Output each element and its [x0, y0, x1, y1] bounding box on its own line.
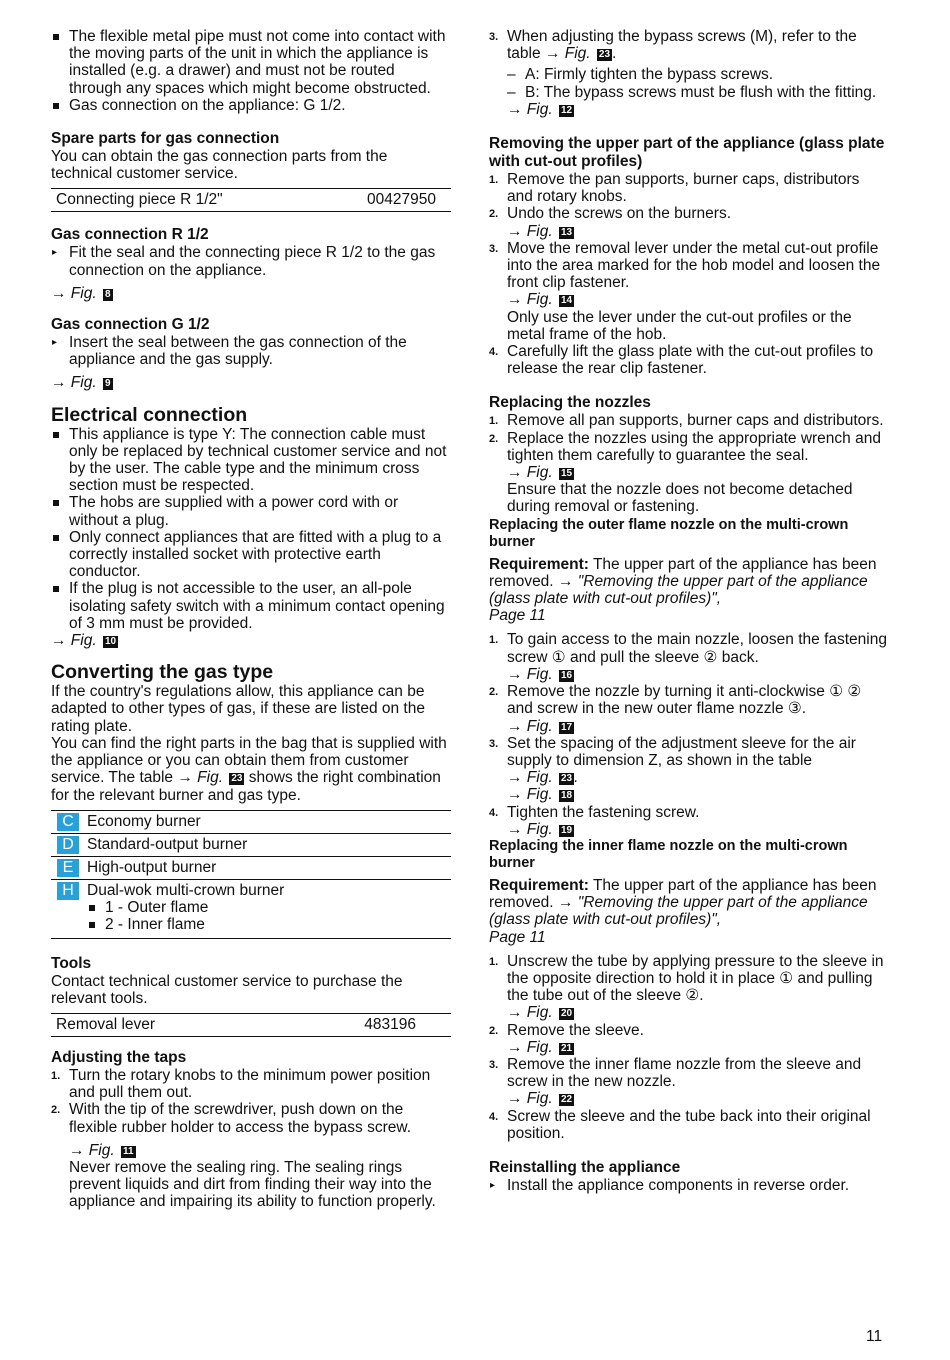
reinstall-steps [489, 1177, 889, 1194]
list-item: 2 - Inner flame [87, 916, 284, 933]
nozzle-steps [489, 412, 889, 515]
taps-heading: Adjusting the taps [51, 1049, 187, 1067]
nozzles-heading: Replacing the nozzles [489, 394, 651, 412]
remove-heading: Removing the upper part of the appliance (glass plate with cut-out profiles) [489, 135, 885, 171]
burner-cell [87, 882, 284, 934]
burner-row [51, 834, 451, 857]
spare-parts-text: You can obtain the gas connection parts from the technical customer service. [51, 148, 388, 183]
burner-name: High-output burner [87, 858, 217, 876]
outer-steps [489, 631, 889, 837]
fig-ref: → Fig. 22 [507, 1090, 573, 1108]
fig-ref: → Fig. 21 [507, 1038, 573, 1056]
burner-row [51, 857, 451, 880]
fig-ref: → Fig. 16 [507, 665, 573, 683]
fig-ref: → Fig. 20 [507, 1004, 573, 1022]
step-item: 1. Turn the rotary knobs to the minimum power position and pull them out. [51, 1067, 431, 1102]
step-item: ▸ Fit the seal and the connecting piece R 1/2 to the gas connection on the appliance. [51, 244, 451, 278]
bypass-options [507, 66, 889, 100]
requirement-text: Requirement: The upper part of the appliance has been removed. → "Removing the upper part of the appliance (glass plate with cut-out profiles)", Page 11 [489, 876, 877, 946]
converting-heading: Converting the gas type [51, 661, 274, 684]
list-item: This appliance is type Y: The connection cable must only be replaced by technical customer service and not by the user. The cable type and the minimum cross section must be respected. [51, 426, 451, 495]
list-item: Only connect appliances that are fitted with a plug to a correctly installed socket with protective earth conductor. [51, 529, 451, 581]
tools-row [51, 1013, 451, 1037]
fig-number: 20 [560, 1008, 573, 1020]
fig-number: 16 [560, 669, 573, 681]
step-item: 3. Move the removal lever under the metal cut-out profile into the area marked for the hob model and loosen the front clip fastener. → Fig. 14 Only use the lever under the cut-out profiles or the metal frame of the hob. [489, 240, 889, 343]
fig-number: 21 [560, 1042, 573, 1054]
fig-number: 17 [560, 721, 573, 733]
fig-ref: → Fig. 12 [507, 100, 573, 118]
step-item: ▸ Install the appliance components in reverse order. [489, 1177, 889, 1194]
tools-heading: Tools [51, 954, 92, 972]
fig-ref: → Fig. 13 [507, 222, 573, 240]
burner-name: Dual-wok multi-crown burner [87, 881, 285, 899]
fig-number: 23 [231, 773, 243, 785]
fig-ref: → Fig. 14 [507, 291, 573, 309]
list-item: – A: Firmly tighten the bypass screws. [507, 66, 889, 83]
part-name: Connecting piece R 1/2" [56, 191, 223, 209]
tool-code: 483196 [364, 1016, 416, 1034]
r12-steps [51, 244, 451, 278]
step-item: 2. Replace the nozzles using the appropriate wrench and tighten them carefully to guarantee the seal. → Fig. 15 Ensure that the nozzle does not become detached during removal or fastening. [489, 430, 889, 516]
list-item: – B: The bypass screws must be flush with the fitting. [507, 84, 889, 101]
step-item: 2. Remove the nozzle by turning it anti-clockwise ① ② and screw in the new outer flame nozzle ③. → Fig. 17 [489, 683, 889, 735]
bypass-steps [489, 28, 889, 118]
burner-letter: H [57, 882, 79, 900]
fig-ref: → Fig. 15 [507, 464, 573, 482]
taps-steps [51, 1067, 451, 1211]
outer-flame-heading: Replacing the outer flame nozzle on the multi-crown burner [489, 516, 849, 550]
fig-ref: → Fig. 23 . [507, 769, 579, 787]
burner-sub-list [87, 899, 284, 933]
fig-number: 22 [560, 1094, 573, 1106]
converting-p2: You can find the right parts in the bag that is supplied with the appliance or you can obtain them from customer service. The table → Fig. 23 shows the right combination for the relevant burner and gas type. [51, 734, 447, 804]
inner-steps [489, 953, 889, 1142]
burner-table [51, 810, 451, 939]
part-code: 00427950 [367, 191, 436, 209]
fig-number: 12 [560, 104, 573, 116]
step-item: 2. Remove the sleeve. → Fig. 21 [489, 1022, 889, 1056]
fig-number: 15 [560, 468, 573, 480]
step-item: 3. When adjusting the bypass screws (M), refer to the table → Fig. 23 . – A: Firmly tighten the bypass screws. – B: The bypass screws must be flush with the fitting. → Fig. 12 [489, 28, 889, 118]
list-item: 1 - Outer flame [87, 899, 284, 916]
electrical-list [51, 426, 451, 632]
fig-ref: → Fig. 8 [51, 284, 111, 302]
burner-name: Economy burner [87, 812, 201, 830]
electrical-heading: Electrical connection [51, 403, 248, 426]
fig-ref: → Fig. 9 [51, 374, 111, 392]
inner-flame-heading: Replacing the inner flame nozzle on the multi-crown burner [489, 837, 848, 871]
fig-ref: → Fig. 17 [507, 717, 573, 735]
fig-number: 11 [122, 1145, 134, 1157]
g12-steps [51, 334, 451, 368]
fig-number: 8 [104, 288, 111, 300]
fig-ref: → Fig. 18 [507, 786, 573, 804]
burner-letter: E [57, 859, 79, 877]
right-column [489, 28, 889, 1194]
spare-parts-row [51, 188, 451, 212]
burner-name: Standard-output burner [87, 835, 248, 853]
burner-letter: C [57, 813, 79, 831]
step-item: 2. Undo the screws on the burners. → Fig. 13 [489, 205, 889, 239]
step-item: 1. Unscrew the tube by applying pressure to the sleeve in the opposite direction to hold it in place ① and pulling the tube out of the sleeve ②. → Fig. 20 [489, 953, 889, 1022]
fig-number: 23 [560, 773, 573, 785]
step-note: Only use the lever under the cut-out profiles or the metal frame of the hob. [507, 308, 852, 343]
fig-number: 14 [560, 295, 573, 307]
spare-parts-heading: Spare parts for gas connection [51, 130, 280, 148]
fig-number: 19 [560, 824, 573, 836]
step-item: 1. Remove the pan supports, burner caps, distributors and rotary knobs. [489, 171, 860, 206]
taps-note: Never remove the sealing ring. The sealing rings prevent liquids and dirt from finding their way into the appliance and impairing its ability to function properly. [69, 1159, 436, 1211]
fig-ref: → Fig. 19 [507, 820, 573, 838]
step-item: ▸ Insert the seal between the gas connection of the appliance and the gas supply. [51, 334, 451, 368]
fig-ref: → Fig. 11 [69, 1141, 134, 1159]
burner-row [51, 811, 451, 834]
requirement-text: Requirement: The upper part of the appliance has been removed. → "Removing the upper part of the appliance (glass plate with cut-out profiles)", Page 11 [489, 555, 877, 625]
list-item: Gas connection on the appliance: G 1/2. [51, 97, 451, 114]
step-item: 3. Remove the inner flame nozzle from the sleeve and screw in the new nozzle. → Fig. 22 [489, 1056, 889, 1108]
remove-steps [489, 171, 889, 377]
r12-heading: Gas connection R 1/2 [51, 226, 209, 244]
converting-p1: If the country's regulations allow, this appliance can be adapted to other types of gas, if these are listed on the rating plate. [51, 683, 425, 735]
list-item: If the plug is not accessible to the user, an all-pole isolating safety switch with a minimum contact opening of 3 mm must be provided. [51, 580, 451, 632]
step-item: 4. Tighten the fastening screw. → Fig. 19 [489, 804, 889, 838]
step-note: Ensure that the nozzle does not become detached during removal or fastening. [507, 481, 853, 516]
tools-text: Contact technical customer service to purchase the relevant tools. [51, 972, 403, 1007]
tool-name: Removal lever [56, 1016, 156, 1034]
step-item: 1. Remove all pan supports, burner caps and distributors. [489, 412, 884, 430]
step-item: 4. Carefully lift the glass plate with the cut-out profiles to release the rear clip fastener. [489, 343, 874, 378]
reinstall-heading: Reinstalling the appliance [489, 1158, 681, 1176]
step-item: 3. Set the spacing of the adjustment sleeve for the air supply to dimension Z, as shown in the table → Fig. 23 . → Fig. 18 [489, 735, 889, 804]
fig-number: 18 [560, 790, 573, 802]
fig-number: 9 [104, 378, 111, 390]
step-item: 2. With the tip of the screwdriver, push down on the flexible rubber holder to access the bypass screw. → Fig. 11 Never remove the sealing ring. The sealing rings prevent liquids and dirt from finding their way into the appliance and impairing its ability to function properly. [51, 1101, 451, 1210]
step-item: 1. To gain access to the main nozzle, loosen the fastening screw ① and pull the sleeve ② back. → Fig. 16 [489, 631, 887, 683]
step-item: 4. Screw the sleeve and the tube back into their original position. [489, 1107, 871, 1142]
g12-heading: Gas connection G 1/2 [51, 316, 210, 334]
page-number: 11 [866, 1328, 883, 1345]
fig-number: 13 [560, 226, 573, 238]
fig-ref: → Fig. 10 [51, 632, 117, 650]
fig-number: 23 [598, 49, 611, 61]
burner-letter: D [57, 836, 79, 854]
list-item: The hobs are supplied with a power cord with or without a plug. [51, 494, 451, 528]
burner-row [51, 880, 451, 939]
left-column [51, 28, 451, 1211]
list-item: The flexible metal pipe must not come into contact with the moving parts of the unit in which the appliance is installed (e.g. a drawer) and must not be routed through any spaces which might become obstructed. [51, 28, 451, 97]
fig-number: 10 [104, 636, 117, 648]
intro-list [51, 28, 451, 114]
